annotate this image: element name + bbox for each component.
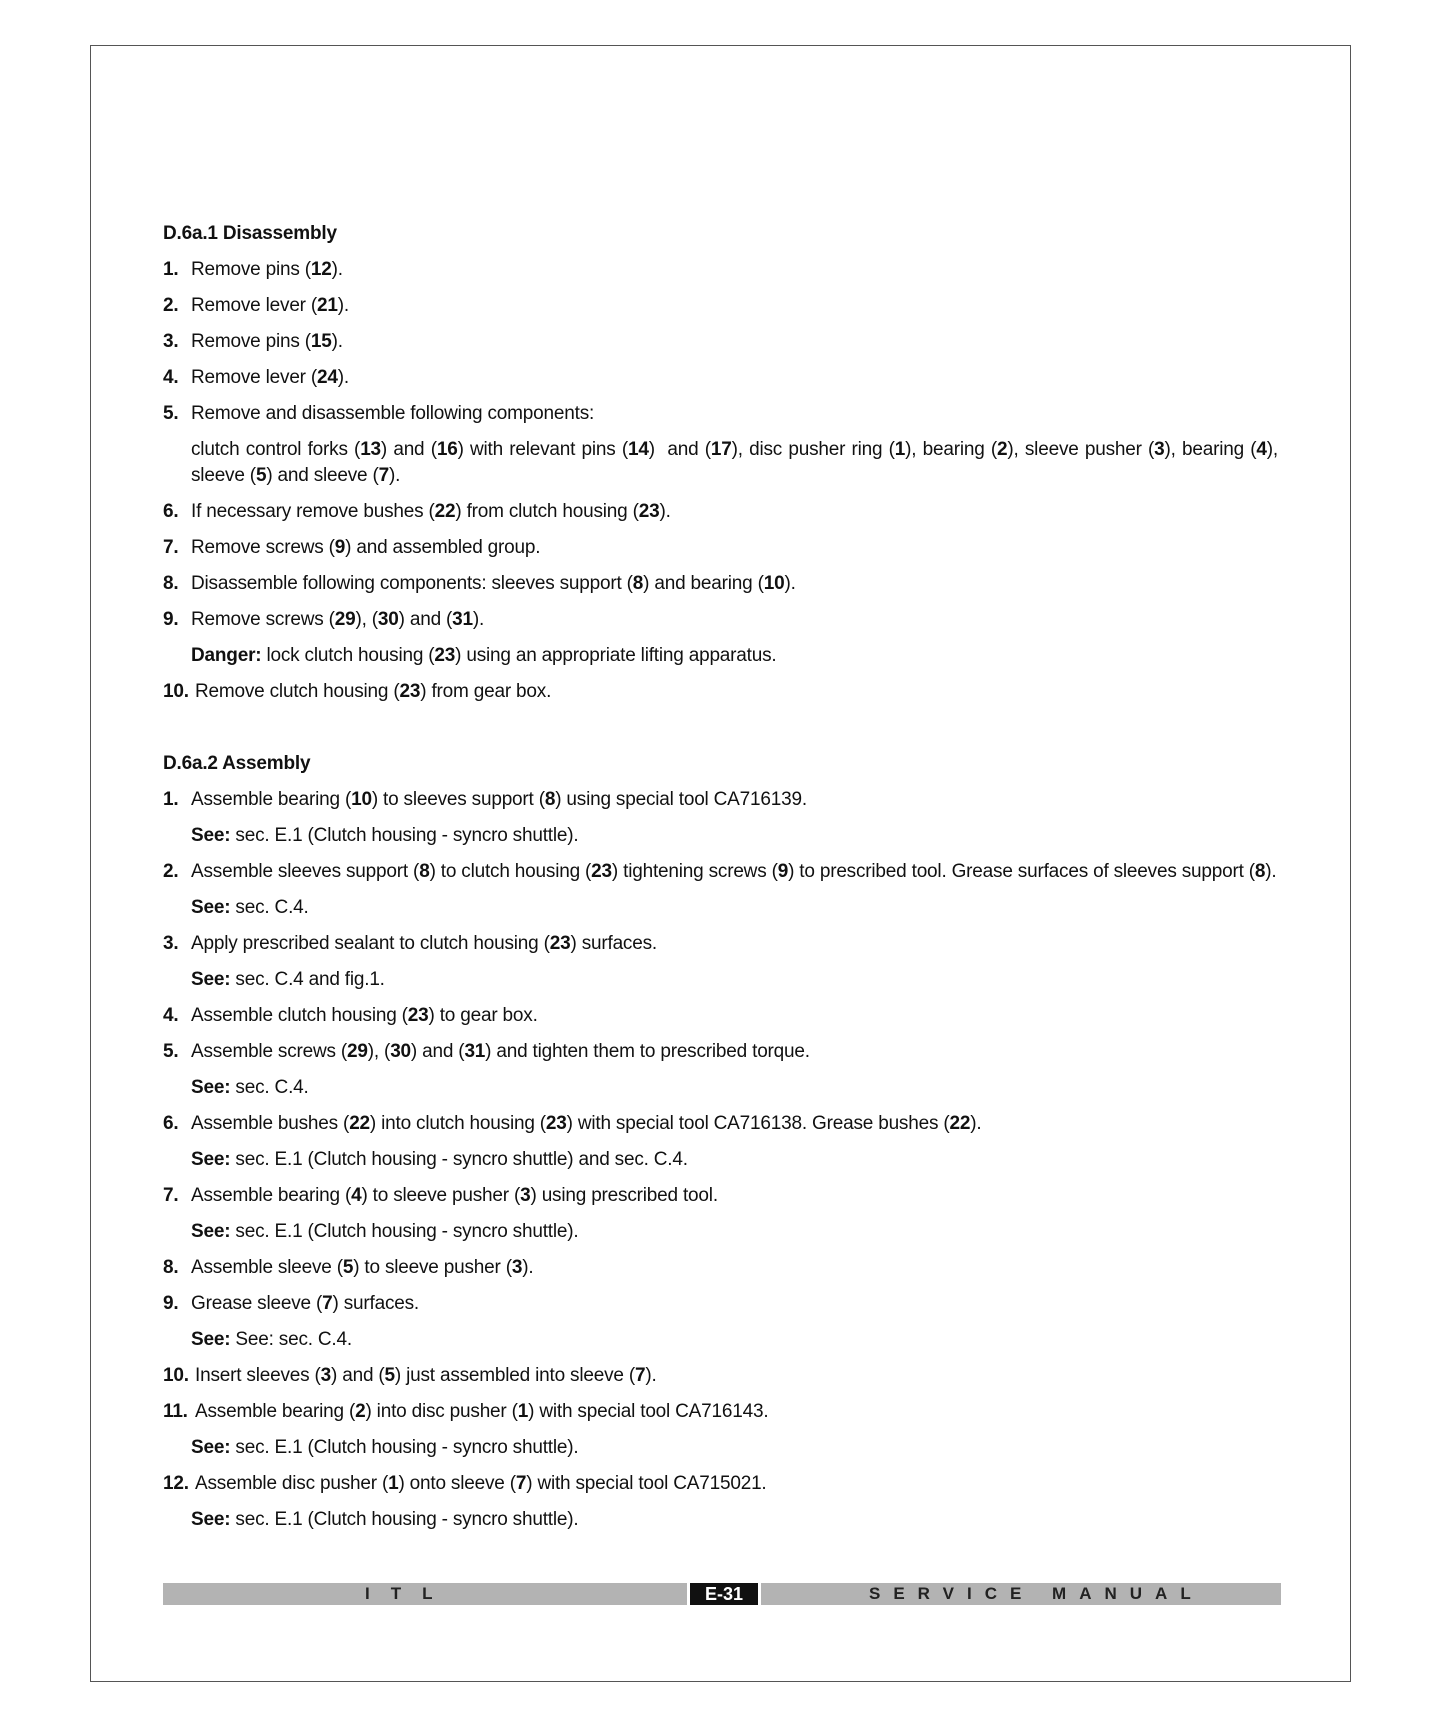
footer-manual-title: SERVICE MANUAL — [869, 1584, 1204, 1603]
step-text: Assemble clutch housing (23) to gear box. — [191, 1005, 538, 1026]
step-text: Assemble sleeve (5) to sleeve pusher (3). — [191, 1257, 534, 1278]
step-text: Remove pins (15). — [191, 331, 343, 352]
list-item — [163, 499, 1278, 525]
step-number: 2. — [163, 861, 179, 882]
list-item — [163, 1111, 1278, 1137]
step-text: Grease sleeve (7) surfaces. — [191, 1293, 419, 1314]
list-item — [163, 365, 1278, 391]
page-content — [163, 221, 1278, 1543]
step-number: 9. — [163, 1293, 179, 1314]
see-note: See: sec. C.4 and fig.1. — [191, 969, 385, 990]
step-number: 10. — [163, 1365, 189, 1386]
step-text: Remove clutch housing (23) from gear box. — [195, 681, 552, 702]
step5-detail: clutch control forks (13) and (16) with relevant pins (14) and (17), disc pusher ring (1), bearing (2), sleeve pusher (3), bearing (4), sleeve (5) and sleeve (7). — [191, 439, 1279, 486]
see-note: See: sec. E.1 (Clutch housing - syncro shuttle). — [191, 1437, 579, 1458]
footer-company: ITL — [365, 1584, 454, 1603]
step-text: Remove and disassemble following components: — [191, 403, 595, 424]
list-item — [163, 293, 1278, 319]
step-text: Remove screws (29), (30) and (31). — [191, 609, 485, 630]
step-number: 8. — [163, 1257, 179, 1278]
footer-right-bar — [761, 1583, 1281, 1605]
list-item — [163, 329, 1278, 355]
see-note: See: sec. E.1 (Clutch housing - syncro shuttle) and sec. C.4. — [191, 1149, 688, 1170]
list-item — [163, 535, 1278, 561]
danger-note: Danger: lock clutch housing (23) using an appropriate lifting apparatus. — [191, 645, 777, 666]
list-item — [163, 1039, 1278, 1065]
step-text: Remove screws (9) and assembled group. — [191, 537, 541, 558]
step-number: 5. — [163, 403, 179, 424]
see-note: See: sec. C.4. — [191, 897, 309, 918]
step-number: 10. — [163, 681, 189, 702]
step-number: 8. — [163, 573, 179, 594]
step-number: 4. — [163, 1005, 179, 1026]
list-item — [163, 679, 1278, 705]
step-number: 4. — [163, 367, 179, 388]
step-number: 1. — [163, 259, 179, 280]
list-item — [163, 1255, 1278, 1281]
footer-left-bar — [163, 1583, 687, 1605]
step-text: Assemble disc pusher (1) onto sleeve (7) with special tool CA715021. — [195, 1473, 767, 1494]
page-number: E-31 — [690, 1583, 758, 1605]
list-item — [163, 607, 1278, 633]
step-text: Assemble bearing (10) to sleeves support (8) using special tool CA716139. — [191, 789, 807, 810]
list-item — [163, 1003, 1278, 1029]
list-item — [163, 1363, 1278, 1389]
step-number: 11. — [163, 1401, 188, 1422]
step-text: Assemble bearing (2) into disc pusher (1) with special tool CA716143. — [195, 1401, 769, 1422]
list-item — [163, 1399, 1278, 1425]
step-text: Insert sleeves (3) and (5) just assembled into sleeve (7). — [195, 1365, 657, 1386]
list-item — [163, 257, 1278, 283]
step-number: 9. — [163, 609, 179, 630]
step-number: 12. — [163, 1473, 189, 1494]
step-text: Remove lever (21). — [191, 295, 349, 316]
step-number: 7. — [163, 537, 179, 558]
step-number: 5. — [163, 1041, 179, 1062]
step-text: Assemble bearing (4) to sleeve pusher (3) using prescribed tool. — [191, 1185, 718, 1206]
page-footer — [163, 1583, 1281, 1605]
step-number: 2. — [163, 295, 179, 316]
assembly-steps — [163, 787, 1278, 1533]
step-number: 3. — [163, 933, 179, 954]
step-text: Disassemble following components: sleeves support (8) and bearing (10). — [191, 573, 796, 594]
list-item — [163, 1471, 1278, 1497]
list-item — [163, 401, 1278, 427]
step-number: 6. — [163, 501, 179, 522]
list-item — [163, 859, 1278, 885]
list-item — [163, 1291, 1278, 1317]
step-text: Remove pins (12). — [191, 259, 343, 280]
see-note: See: See: sec. C.4. — [191, 1329, 352, 1350]
list-item — [163, 1183, 1278, 1209]
see-note: See: sec. E.1 (Clutch housing - syncro shuttle). — [191, 1509, 579, 1530]
list-item — [163, 571, 1278, 597]
see-note: See: sec. C.4. — [191, 1077, 309, 1098]
step-number: 6. — [163, 1113, 179, 1134]
step-number: 7. — [163, 1185, 179, 1206]
see-note: See: sec. E.1 (Clutch housing - syncro shuttle). — [191, 825, 579, 846]
disassembly-heading: D.6a.1 Disassembly — [163, 223, 337, 244]
disassembly-steps — [163, 257, 1278, 705]
see-note: See: sec. E.1 (Clutch housing - syncro shuttle). — [191, 1221, 579, 1242]
step-text: Apply prescribed sealant to clutch housing (23) surfaces. — [191, 933, 657, 954]
step-text: If necessary remove bushes (22) from clutch housing (23). — [191, 501, 671, 522]
assembly-heading: D.6a.2 Assembly — [163, 753, 311, 774]
step-number: 1. — [163, 789, 179, 810]
step-text: Assemble screws (29), (30) and (31) and tighten them to prescribed torque. — [191, 1041, 810, 1062]
step-text: Remove lever (24). — [191, 367, 349, 388]
step-text: Assemble bushes (22) into clutch housing (23) with special tool CA716138. Grease bushes (22). — [191, 1113, 982, 1134]
step-text: Assemble sleeves support (8) to clutch housing (23) tightening screws (9) to prescribed tool. Grease surfaces of sleeves support (8). — [191, 861, 1277, 882]
step-number: 3. — [163, 331, 179, 352]
list-item — [163, 787, 1278, 813]
list-item — [163, 931, 1278, 957]
